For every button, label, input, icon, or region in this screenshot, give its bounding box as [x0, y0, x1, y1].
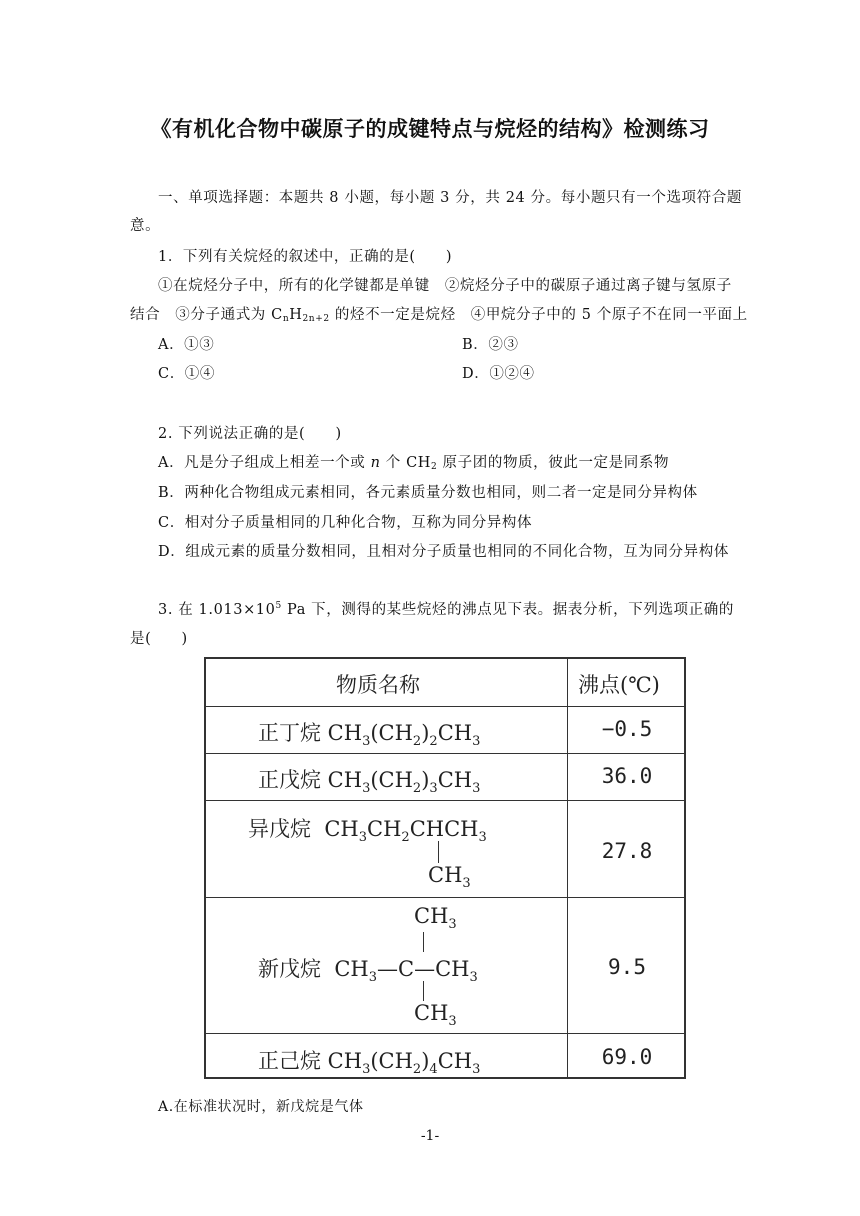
boiling-point-value: −0.5	[601, 717, 653, 741]
q2-option-c: C．相对分子质量相同的几种化合物，互称为同分异构体	[158, 515, 533, 531]
substance-name: 异戊烷	[248, 817, 311, 841]
branch-methyl: $CH_3$	[428, 863, 471, 891]
boiling-point-value: 9.5	[608, 955, 646, 979]
bond-line	[438, 841, 439, 863]
section-intro-cont: 意。	[130, 218, 161, 234]
q1-option-b: B．②③	[462, 337, 519, 353]
bond-line	[423, 932, 424, 952]
bond-line	[423, 981, 424, 1001]
q2-option-a: A．凡是分子组成上相差一个或 n 个 $CH_2$ 原子团的物质，彼此一定是同系物	[158, 455, 670, 472]
q1-statement-line1: ①在烷烃分子中，所有的化学键都是单键 ②烷烃分子中的碳原子通过离子键与氢原子	[158, 278, 732, 294]
q2-option-b: B．两种化合物组成元素相同，各元素质量分数也相同，则二者一定是同分异构体	[158, 485, 698, 501]
q1-stem: 1．下列有关烷烃的叙述中，正确的是( )	[158, 249, 453, 265]
q2-stem: 2. 下列说法正确的是( )	[158, 426, 342, 442]
boiling-point-value: 27.8	[601, 839, 653, 863]
table-row: 正己烷 $CH_3(CH_2)_4CH_3$	[258, 1049, 481, 1077]
q3-stem-cont: 是( )	[130, 631, 188, 647]
q1-statement-line2: 结合 ③分子通式为 $C_nH_{2n+2}$ 的烃不一定是烷烃 ④甲烷分子中的 5 个原子不在同一平面上	[130, 307, 748, 324]
page-title: 《有机化合物中碳原子的成键特点与烷烃的结构》检测练习	[150, 117, 710, 141]
branch-methyl: $CH_3$	[414, 904, 457, 932]
section-intro: 一、单项选择题：本题共 8 小题，每小题 3 分，共 24 分。每小题只有一个选项符合题	[158, 190, 742, 206]
table-row: 正戊烷 $CH_3(CH_2)_3CH_3$	[258, 768, 481, 796]
q3-option-a: A.在标准状况时，新戊烷是气体	[158, 1099, 364, 1115]
q1-option-d: D．①②④	[462, 366, 535, 382]
table-row: 新戊烷 $CH_3—C—CH_3$	[258, 957, 478, 985]
q2-option-d: D．组成元素的质量分数相同，且相对分子质量也相同的不同化合物，互为同分异构体	[158, 544, 729, 560]
boiling-point-table	[204, 657, 686, 1079]
substance-name: 新戊烷	[258, 957, 321, 981]
substance-name: 正己烷	[258, 1049, 321, 1073]
table-row-divider	[206, 1033, 684, 1034]
page-number: -1-	[420, 1128, 440, 1144]
boiling-point-value: 36.0	[601, 764, 653, 788]
table-row-divider	[206, 897, 684, 898]
table-row-divider	[206, 753, 684, 754]
branch-methyl: $CH_3$	[414, 1001, 457, 1029]
boiling-point-value: 69.0	[601, 1045, 653, 1069]
substance-name: 正戊烷	[258, 768, 321, 792]
q1-option-a: A．①③	[158, 337, 215, 353]
substance-name: 正丁烷	[258, 721, 321, 745]
table-row-divider	[206, 800, 684, 801]
table-row: 异戊烷 $CH_3CH_2CHCH_3$	[248, 817, 487, 845]
header-substance-name: 物质名称	[336, 673, 420, 697]
q1-option-c: C．①④	[158, 366, 215, 382]
header-boiling-point: 沸点(℃)	[578, 673, 660, 697]
table-row-divider	[206, 706, 684, 707]
table-row: 正丁烷 $CH_3(CH_2)_2CH_3$	[258, 721, 481, 749]
q3-stem: 3. 在 $1.013\times 10^5$ Pa 下，测得的某些烷烃的沸点见下表。据表分析，下列选项正确的	[158, 601, 734, 618]
